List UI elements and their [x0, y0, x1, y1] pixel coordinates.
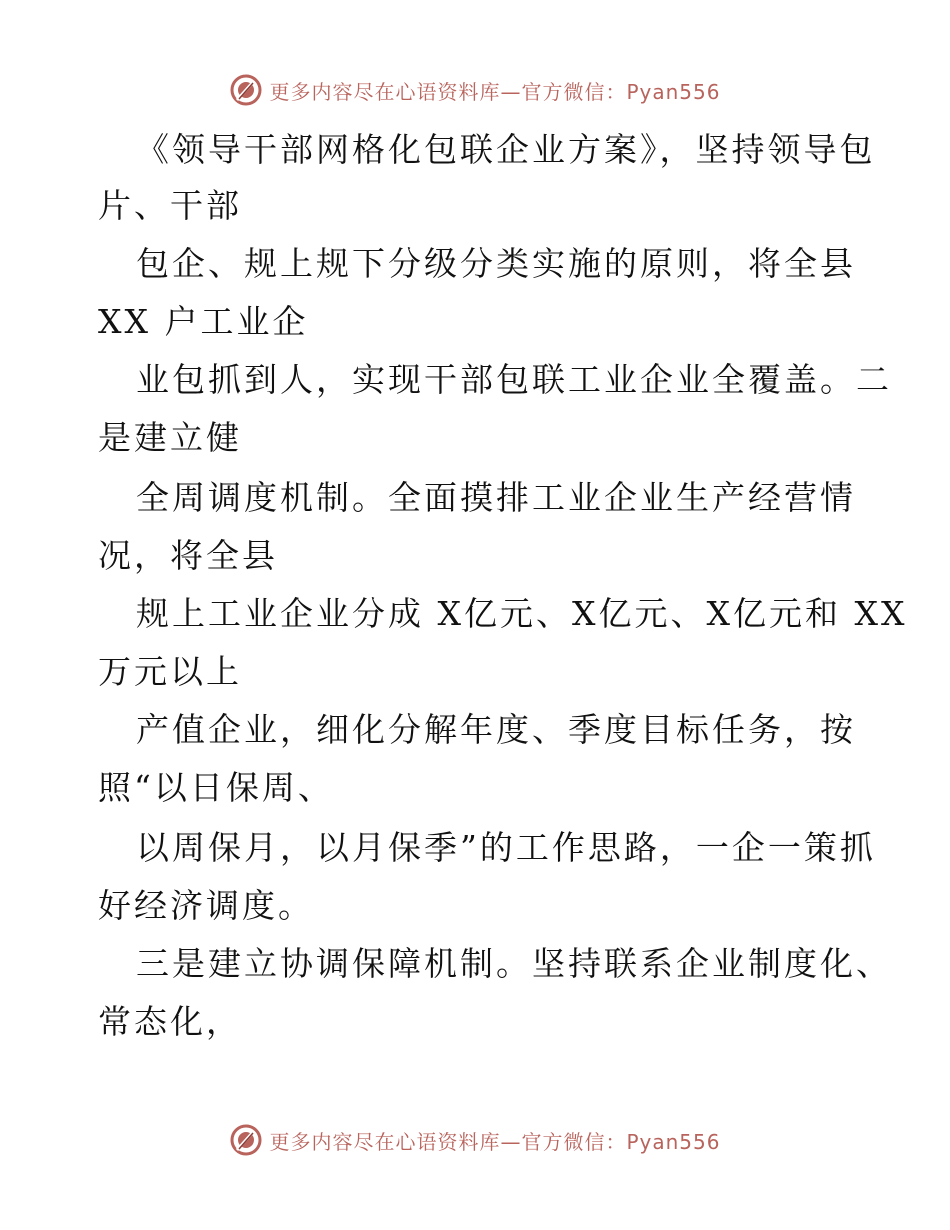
- document-line: 况，将全县: [98, 536, 278, 575]
- document-line: 常态化，: [98, 1002, 242, 1041]
- document-line: 《领导干部网格化包联企业方案》，坚持领导包: [136, 130, 876, 169]
- footer-banner: [0, 1120, 950, 1160]
- document-line: 万元以上: [98, 652, 242, 691]
- document-line: 照“以日保周、: [98, 768, 334, 807]
- document-line: 三是建立协调保障机制。坚持联系企业制度化、: [136, 944, 892, 983]
- document-line: 全周调度机制。全面摸排工业企业生产经营情: [136, 478, 856, 517]
- document-line: 业包抓到人，实现干部包联工业企业全覆盖。二: [136, 360, 892, 399]
- pen-circle-logo-icon: [229, 1123, 263, 1157]
- document-line: 规上工业企业分成 X亿元、X亿元、X亿元和 XX: [136, 594, 908, 633]
- document-line: 以周保月，以月保季”的工作思路，一企一策抓: [136, 828, 876, 867]
- footer-banner-text: 更多内容尽在心语资料库—官方微信：Pyan556: [269, 1129, 721, 1154]
- pen-circle-logo-icon: [229, 73, 263, 107]
- document-line: 包企、规上规下分级分类实施的原则，将全县: [136, 244, 856, 283]
- document-line: 片、干部: [98, 186, 242, 225]
- document-line: 产值企业，细化分解年度、季度目标任务，按: [136, 710, 856, 749]
- document-line: 是建立健: [98, 418, 242, 457]
- header-banner-text: 更多内容尽在心语资料库—官方微信：Pyan556: [269, 79, 721, 104]
- header-banner: [0, 70, 950, 110]
- document-line: XX 户工业企: [98, 302, 309, 341]
- document-line: 好经济调度。: [98, 886, 314, 925]
